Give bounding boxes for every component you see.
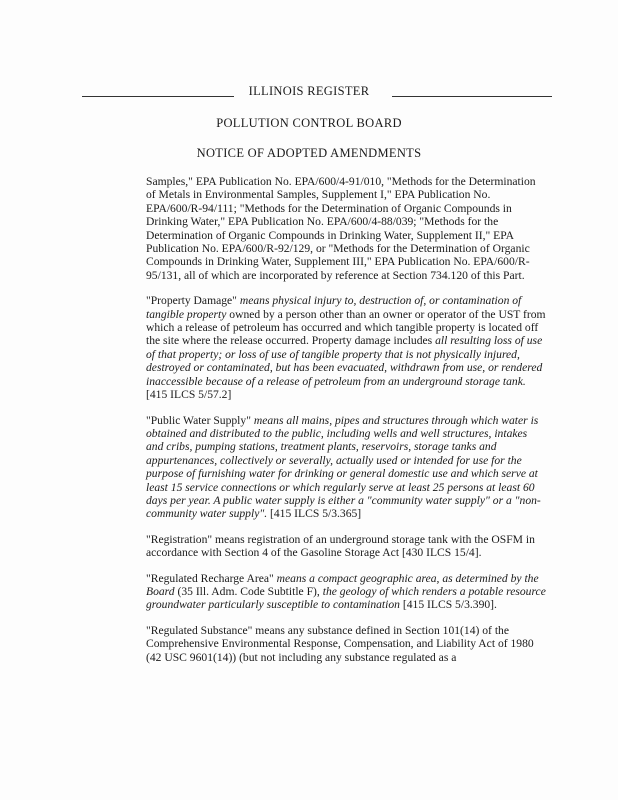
- term-public-water-supply: "Public Water Supply": [146, 413, 254, 427]
- document-body: [146, 175, 546, 676]
- definition-italic: means all mains, pipes and structures through which water is obtained and distributed to the public, including wells and well structures, intakes and cribs, pumping stations, treatment plants, reservoirs, storage tanks and appurtenances, collectively or severally, actually used or intended for use for the purpose of furnishing water for drinking or general domestic use and which serve at least 15 service connections or which regularly serve at least 25 persons at least 60 days per year. A public water supply is either a "community water supply" or a "non-community water supply".: [146, 413, 541, 521]
- board-title: POLLUTION CONTROL BOARD: [216, 116, 402, 130]
- definition-plain: (35 Ill. Adm. Code Subtitle F),: [174, 584, 323, 598]
- definition-italic-1: means a compact geographic area, as determined by the Board: [146, 571, 539, 598]
- term-regulated-recharge-area: "Regulated Recharge Area": [146, 571, 277, 585]
- paragraph-samples: Samples," EPA Publication No. EPA/600/4-91/010, "Methods for the Determination of Metals in Environmental Samples, Supplement I," EPA Publication No. EPA/600/R-94/111; "Methods for the Determination of Organic Compounds in Drinking Water," EPA Publication No. EPA/600/4-88/039; "Methods for the Determination of Organic Compounds in Drinking Water, Supplement II," EPA Publication No. EPA/600/R-92/129, or "Methods for the Determination of Organic Compounds in Drinking Water, Supplement III," EPA Publication No. EPA/600/R-95/131, all of which are incorporated by reference at Section 734.120 of this Part.: [146, 175, 536, 282]
- definition-italic-1: means physical injury to, destruction of, or contamination of tangible property: [146, 294, 522, 321]
- notice-title: NOTICE OF ADOPTED AMENDMENTS: [196, 146, 422, 160]
- paragraph-property-damage: [146, 294, 546, 401]
- citation: [415 ILCS 5/57.2]: [146, 388, 232, 402]
- citation: [415 ILCS 5/3.365]: [267, 507, 362, 521]
- paragraph-public-water-supply: [146, 414, 546, 521]
- register-title: ILLINOIS REGISTER: [248, 84, 370, 98]
- paragraph-registration: "Registration" means registration of an underground storage tank with the OSFM in accordance with Section 4 of the Gasoline Storage Act [430 ILCS 15/4].: [146, 532, 535, 560]
- definition-italic-2: the geology of which renders a potable resource groundwater particularly susceptible to contamination: [146, 584, 546, 612]
- definition-plain-1: owned by a person other than an owner or operator of the UST from which a release of petroleum has occurred and which tangible property is located off the site where the release occurred. Property damage includes: [146, 307, 546, 348]
- paragraph-regulated-recharge-area: [146, 572, 546, 612]
- definition-italic-2: all resulting loss of use of that property; or loss of use of tangible property that is not physically injured, destroyed or contaminated, but has been evacuated, withdrawn from use, or rendered inaccessible because of a release of petroleum from an underground storage tank.: [146, 334, 543, 388]
- term-property-damage: "Property Damage": [146, 294, 240, 308]
- citation: [415 ILCS 5/3.390].: [399, 598, 497, 612]
- paragraph-regulated-substance: "Regulated Substance" means any substance defined in Section 101(14) of the Comprehensive Environmental Response, Compensation, and Liability Act of 1980 (42 USC 9601(14)) (but not including any substance regulated as a: [146, 623, 534, 664]
